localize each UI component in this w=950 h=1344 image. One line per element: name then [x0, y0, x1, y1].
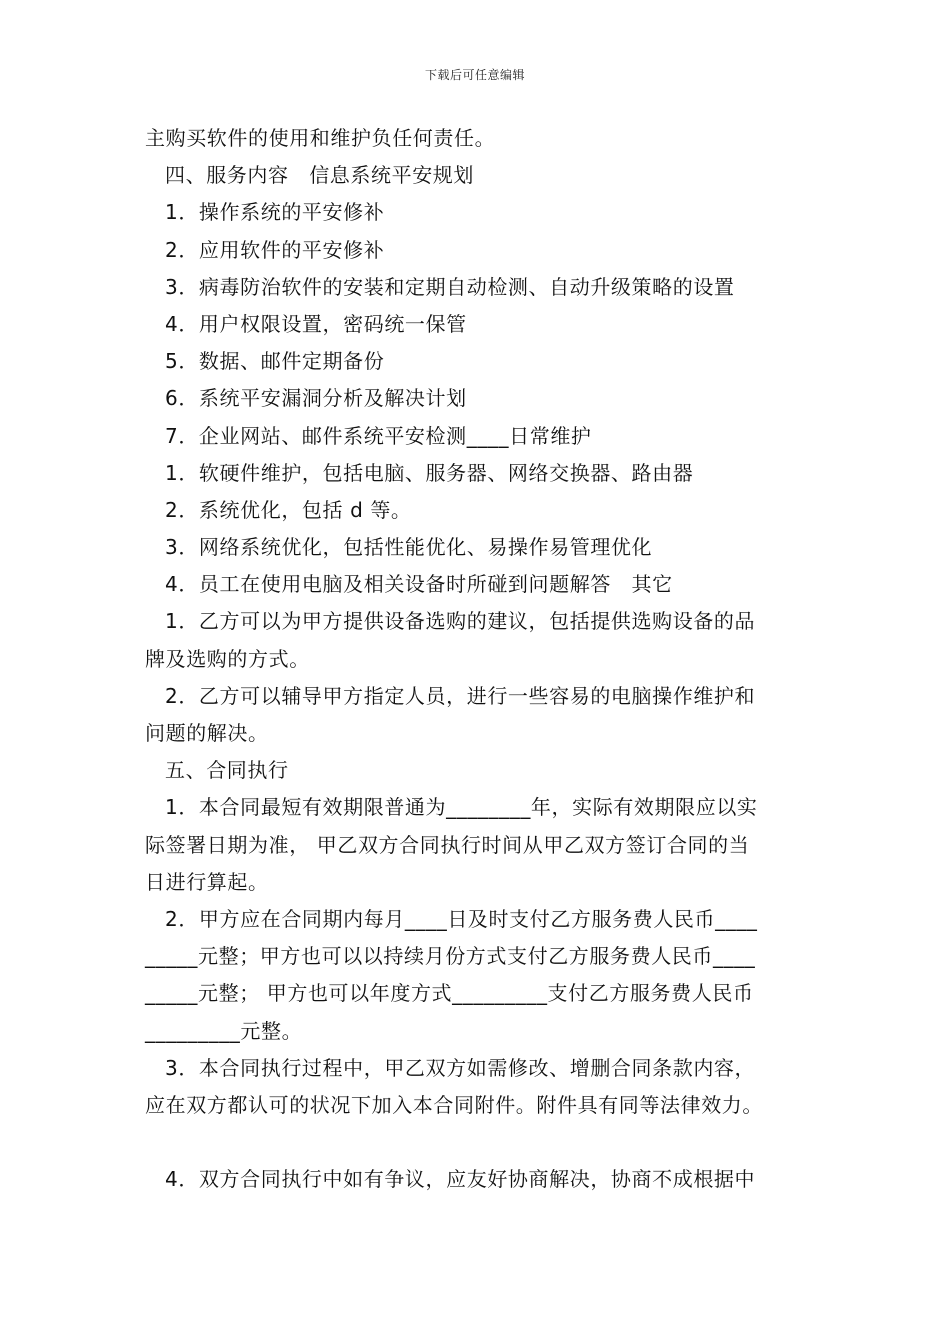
text-line: 7．企业网站、邮件系统平安检测____日常维护 — [165, 423, 592, 448]
text-line: 2．应用软件的平安修补 — [165, 237, 385, 262]
document-body — [145, 120, 825, 1198]
text-line: _____元整；甲方也可以以持续月份方式支付乙方服务费人民币____ — [145, 944, 756, 969]
text-line: 日进行算起。 — [145, 869, 269, 894]
text-line: 2．乙方可以辅导甲方指定人员，进行一些容易的电脑操作维护和 — [165, 683, 756, 708]
text-line: 2．甲方应在合同期内每月____日及时支付乙方服务费人民币____ — [165, 906, 758, 931]
text-line: 应在双方都认可的状况下加入本合同附件。附件具有同等法律效力。 — [145, 1092, 763, 1117]
text-line: 牌及选购的方式。 — [145, 646, 310, 671]
text-line: 四、服务内容 信息系统平安规划 — [165, 163, 474, 188]
text-line: 3．网络系统优化，包括性能优化、易操作易管理优化 — [165, 535, 653, 560]
text-line: _________元整。 — [145, 1018, 303, 1043]
text-line: 1．软硬件维护，包括电脑、服务器、网络交换器、路由器 — [165, 460, 694, 485]
text-line: 4．用户权限设置，密码统一保管 — [165, 311, 467, 336]
text-line: 2．系统优化，包括 d 等。 — [165, 497, 412, 522]
text-line: _____元整； 甲方也可以年度方式_________支付乙方服务费人民币 — [145, 981, 754, 1006]
page-header: 下载后可任意编辑 — [424, 68, 525, 82]
text-line: 5．数据、邮件定期备份 — [165, 349, 385, 374]
text-line: 1．乙方可以为甲方提供设备选购的建议，包括提供选购设备的品 — [165, 609, 756, 634]
text-line: 问题的解决。 — [145, 721, 269, 745]
blank-line — [145, 1124, 825, 1161]
text-line: 4．员工在使用电脑及相关设备时所碰到问题解答 其它 — [165, 572, 673, 597]
text-line: 主购买软件的使用和维护负任何责任。 — [145, 126, 496, 150]
text-line: 6．系统平安漏洞分析及解决计划 — [165, 386, 467, 411]
text-line: 际签署日期为准， 甲乙双方合同执行时间从甲乙双方签订合同的当 — [145, 832, 750, 857]
text-line: 3．病毒防治软件的安装和定期自动检测、自动升级策略的设置 — [165, 274, 735, 299]
text-line: 1．本合同最短有效期限普通为________年，实际有效期限应以实 — [165, 795, 758, 820]
text-line: 1．操作系统的平安修补 — [165, 200, 385, 225]
text-line: 3．本合同执行过程中，甲乙双方如需修改、增删合同条款内容， — [165, 1055, 756, 1080]
text-line: 4．双方合同执行中如有争议，应友好协商解决，协商不成根据中 — [165, 1167, 756, 1192]
text-line: 五、合同执行 — [165, 758, 289, 783]
